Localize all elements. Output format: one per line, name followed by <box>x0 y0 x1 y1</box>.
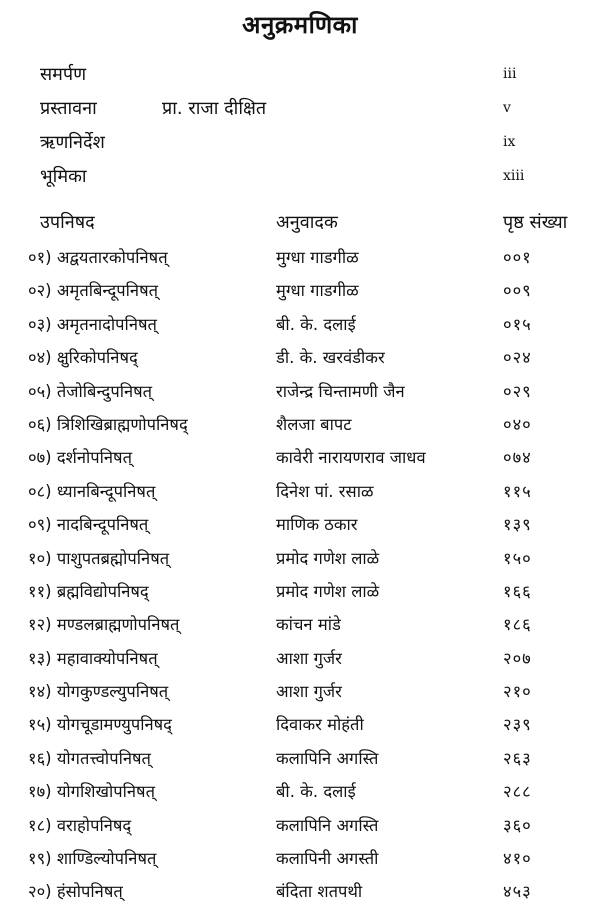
page-number: ०१५ <box>503 314 532 334</box>
upanishad-name: ०७) दर्शनोपनिषत् <box>28 448 132 468</box>
translator-name: राजेन्द्र चिन्तामणी जैन <box>276 381 405 401</box>
translator-name: बी. के. दलाई <box>276 782 356 802</box>
front-matter-label: ऋणनिर्देश <box>40 132 105 153</box>
upanishad-name: १२) मण्डलब्राह्मणोपनिषत् <box>28 615 180 635</box>
page-number: २८८ <box>503 782 532 802</box>
header-translator: अनुवादक <box>276 212 338 233</box>
page-number: १८६ <box>503 615 532 635</box>
front-matter-label: प्रस्तावना <box>40 98 97 119</box>
upanishad-name: १८) वराहोपनिषद् <box>28 815 132 835</box>
upanishad-name: ०४) क्षुरिकोपनिषद् <box>28 348 138 368</box>
page-number: २०७ <box>503 648 532 668</box>
upanishad-name: १९) शाण्डिल्योपनिषत् <box>28 849 157 869</box>
translator-name: दिनेश पां. रसाळ <box>276 481 374 501</box>
translator-name: मुग्धा गाडगीळ <box>276 248 359 267</box>
translator-name: बंदिता शतपथी <box>276 882 363 902</box>
page-number: ३६० <box>503 815 532 835</box>
front-matter-page: iii <box>503 66 517 82</box>
upanishad-name: २०) हंसोपनिषत् <box>28 882 123 902</box>
table-row <box>28 512 600 545</box>
table-row <box>28 813 600 846</box>
upanishad-name: १३) महावाक्योपनिषत् <box>28 648 158 668</box>
page-number: २३९ <box>503 715 532 735</box>
upanishad-name: ११) ब्रह्मविद्योपनिषद् <box>28 581 149 601</box>
table-row <box>28 312 600 345</box>
front-matter-page: v <box>503 100 511 116</box>
page-title: अनुक्रमणिका <box>242 11 358 39</box>
upanishad-name: ०३) अमृतनादोपनिषत् <box>28 314 157 334</box>
translator-name: मुग्धा गाडगीळ <box>276 281 359 301</box>
translator-name: कलापिनि अगस्ति <box>276 748 379 768</box>
table-row <box>28 579 600 612</box>
table-row <box>28 278 600 311</box>
translator-name: शैलजा बापट <box>276 414 352 434</box>
translator-name: प्रमोद गणेश लाळे <box>276 581 380 601</box>
front-matter-item <box>40 96 580 124</box>
table-row <box>28 345 600 378</box>
header-page-number: पृष्ठ संख्या <box>503 212 568 233</box>
table-row <box>28 846 600 879</box>
translator-name: कलापिनि अगस्ति <box>276 815 379 835</box>
table-row <box>28 412 600 445</box>
table-row <box>28 646 600 679</box>
page-number: ०७४ <box>503 448 532 468</box>
front-matter-page: xiii <box>503 168 525 184</box>
table-row <box>28 879 600 912</box>
front-matter-page: ix <box>503 134 516 150</box>
upanishad-name: ०८) ध्यानबिन्दूपनिषत् <box>28 481 156 501</box>
front-matter-label: भूमिका <box>40 166 87 187</box>
front-matter-item <box>40 130 580 158</box>
page-number: ००१ <box>503 248 532 267</box>
table-header <box>40 210 600 240</box>
front-matter-item <box>40 62 580 90</box>
page-number: ००९ <box>503 281 532 301</box>
translator-name: कलापिनी अगस्ती <box>276 849 379 869</box>
translator-name: आशा गुर्जर <box>276 682 342 702</box>
table-row <box>28 379 600 412</box>
table-row <box>28 245 600 278</box>
table-row <box>28 479 600 512</box>
page-number: ०२४ <box>503 348 532 368</box>
upanishad-name: ०५) तेजोबिन्दुपनिषत् <box>28 381 153 401</box>
upanishad-name: ०६) त्रिशिखिब्राह्मणोपनिषद् <box>28 414 188 434</box>
translator-name: कांचन मांडे <box>276 615 341 635</box>
page-number: २१० <box>503 682 532 702</box>
page-number: २६३ <box>503 748 532 768</box>
table-row <box>28 712 600 745</box>
upanishad-name: १०) पाशुपतब्रह्मोपनिषत् <box>28 548 170 568</box>
page-number: १६६ <box>503 581 532 601</box>
upanishad-name: १५) योगचूडामण्युपनिषद् <box>28 715 172 735</box>
translator-name: बी. के. दलाई <box>276 314 356 334</box>
contents-table <box>28 245 600 913</box>
upanishad-name: १७) योगशिखोपनिषत् <box>28 782 155 802</box>
page-number: १५० <box>503 548 532 568</box>
upanishad-name: ०१) अद्वयतारकोपनिषत् <box>28 248 168 267</box>
table-row <box>28 445 600 478</box>
front-matter-label: समर्पण <box>40 64 87 85</box>
front-matter-author: प्रा. राजा दीक्षित <box>162 98 267 119</box>
page-number: ४१० <box>503 849 532 869</box>
translator-name: आशा गुर्जर <box>276 648 342 668</box>
translator-name: प्रमोद गणेश लाळे <box>276 548 380 568</box>
translator-name: कावेरी नारायणराव जाधव <box>276 448 426 468</box>
header-upanishad: उपनिषद <box>40 212 95 233</box>
page-number: ११५ <box>503 481 532 501</box>
page-number: ४५३ <box>503 882 532 902</box>
table-row <box>28 612 600 645</box>
table-row <box>28 546 600 579</box>
upanishad-name: १६) योगतत्त्वोपनिषत् <box>28 748 151 768</box>
table-row <box>28 779 600 812</box>
page-number: १३९ <box>503 515 532 535</box>
page-number: ०२९ <box>503 381 532 401</box>
page-number: ०४० <box>503 414 532 434</box>
upanishad-name: ०९) नादबिन्दूपनिषत् <box>28 515 149 535</box>
upanishad-name: ०२) अमृतबिन्दूपनिषत् <box>28 281 159 301</box>
front-matter-item <box>40 164 580 192</box>
table-row <box>28 679 600 712</box>
translator-name: डी. के. खरवंडीकर <box>276 348 385 368</box>
upanishad-name: १४) योगकुण्डल्युपनिषत् <box>28 682 169 702</box>
translator-name: माणिक ठकार <box>276 515 358 535</box>
table-row <box>28 746 600 779</box>
translator-name: दिवाकर मोहंती <box>276 715 364 735</box>
